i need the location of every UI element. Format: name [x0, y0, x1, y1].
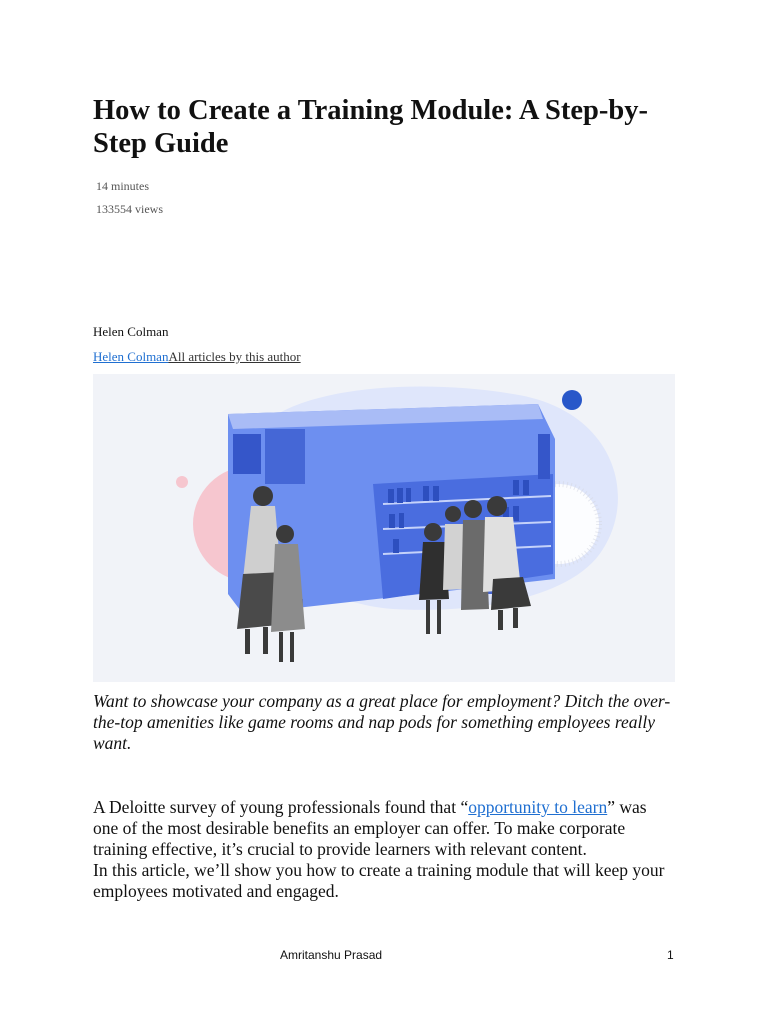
- view-count: 133554 views: [96, 202, 163, 216]
- article-title: How to Create a Training Module: A Step-by-Step Guide: [93, 95, 648, 159]
- author-name: Helen Colman: [93, 324, 169, 339]
- read-time: 14 minutes: [96, 179, 149, 193]
- page-number: 1: [667, 948, 674, 962]
- paragraph-1: A Deloitte survey of young professionals found that “opportunity to learn” was one of the most desirable benefits an employer can offer. To make corporate training effective, it’s crucial to provide learners with relevant content.: [93, 797, 647, 859]
- author-profile-link[interactable]: Helen Colman: [93, 349, 169, 364]
- footer-author: Amritanshu Prasad: [280, 948, 383, 962]
- article-lead: Want to showcase your company as a great place for employment? Ditch the over-the-top amenities like game rooms and nap pods for something employees really want.: [93, 691, 671, 753]
- hero-image: [93, 374, 675, 682]
- author-links: [93, 349, 301, 365]
- all-articles-link[interactable]: All articles by this author: [168, 349, 301, 364]
- paragraph-2: In this article, we’ll show you how to create a training module that will keep your employees motivated and engaged.: [93, 860, 665, 901]
- opportunity-to-learn-link[interactable]: opportunity to learn: [468, 797, 608, 817]
- hero-illustration: [93, 374, 675, 682]
- article-body: [93, 797, 673, 902]
